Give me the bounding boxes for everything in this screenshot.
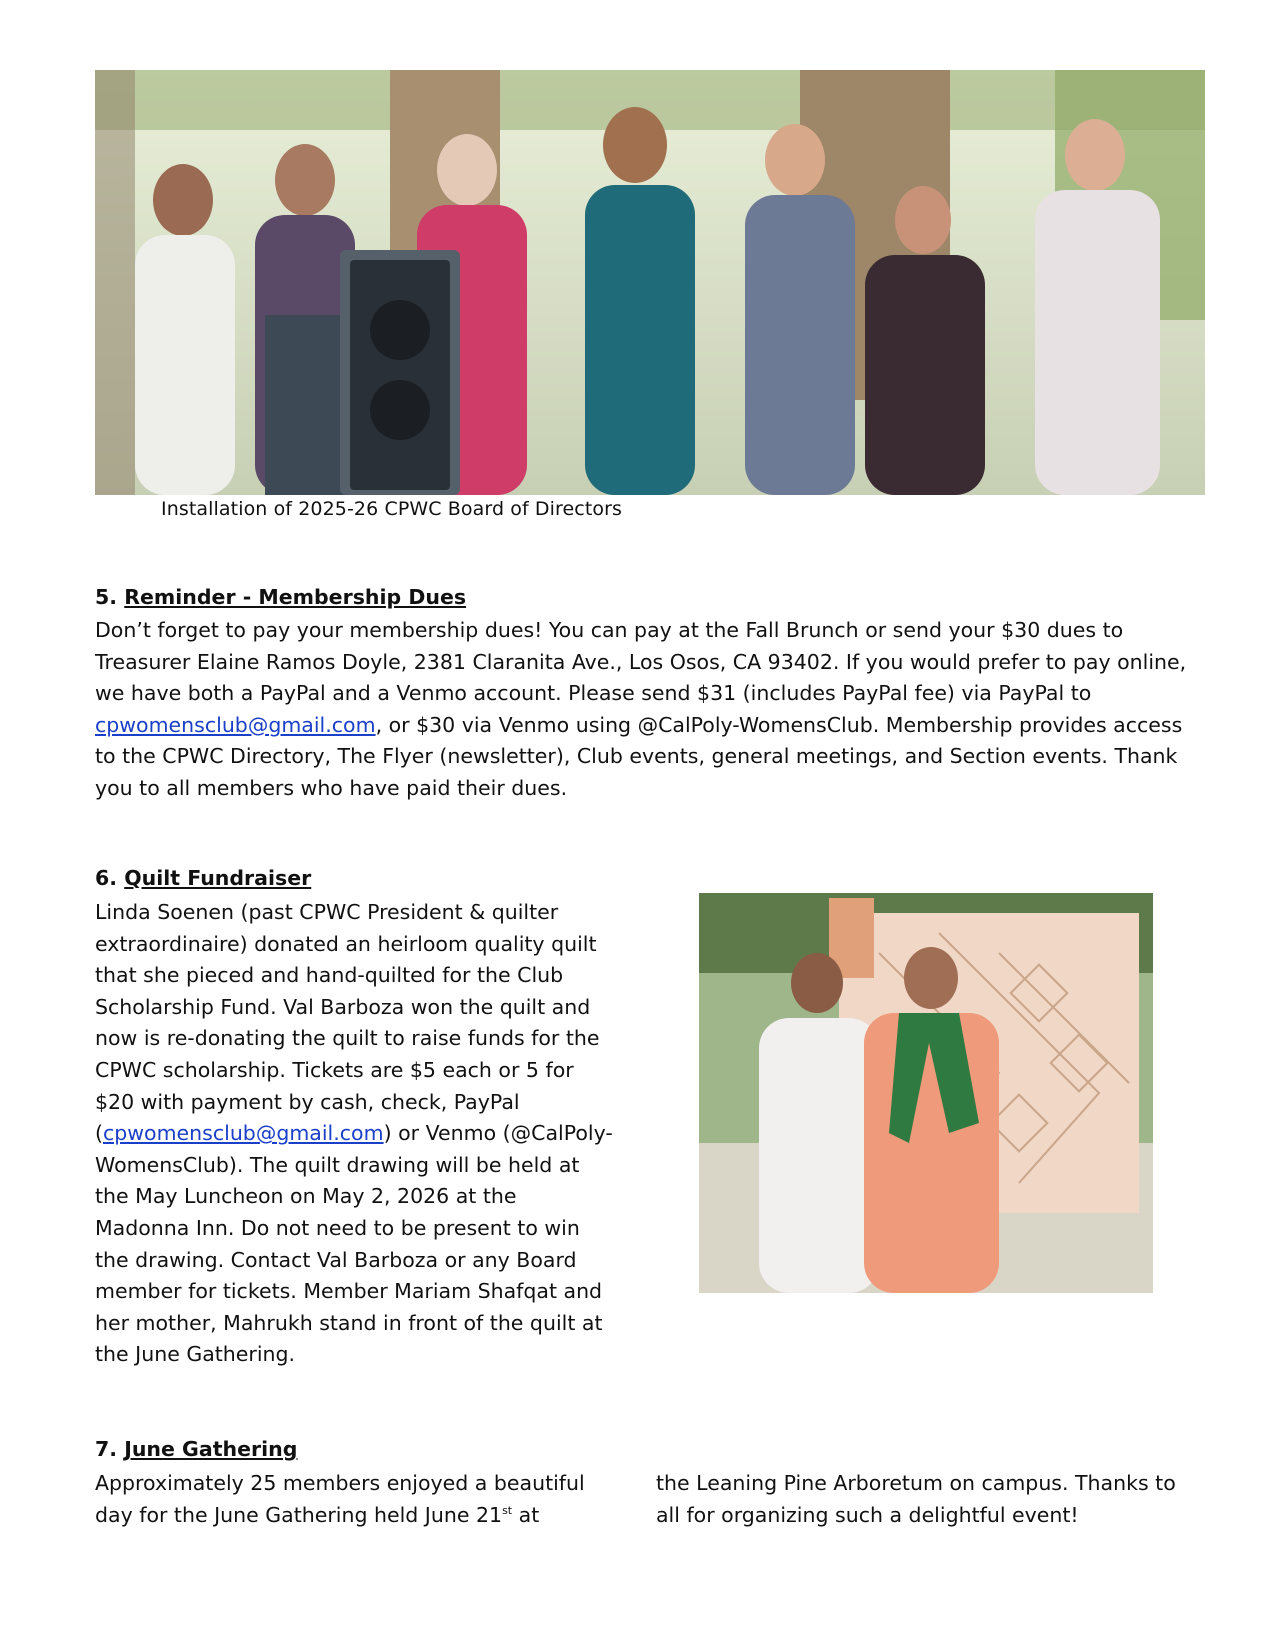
section-title: Reminder - Membership Dues (124, 585, 467, 609)
board-installation-photo (95, 70, 1205, 495)
email-link[interactable]: cpwomensclub@gmail.com (95, 712, 376, 737)
june-paragraph-right: the Leaning Pine Arboretum on campus. Thanks to all for organizing such a delightful event! (656, 1471, 1176, 1527)
section-heading-quilt (95, 866, 311, 890)
quilt-paragraph (95, 897, 615, 1371)
section-number: 5. (95, 585, 118, 609)
section-heading-dues (95, 585, 466, 609)
photo-caption: Installation of 2025-26 CPWC Board of Directors (161, 498, 623, 520)
june-left-text: Approximately 25 members enjoyed a beautiful day for the June Gathering held June 21 (95, 1471, 585, 1527)
section-title: Quilt Fundraiser (124, 866, 312, 890)
section-title: June Gathering (124, 1437, 298, 1461)
dues-text-part2: , or $30 via Venmo using @CalPoly-WomensClub. Membership provides access to the CPWC Directory, The Flyer (newsletter), Club events, general meetings, and Section events. Thank you to all members who have paid their dues. (95, 712, 1183, 800)
section-number: 7. (95, 1437, 118, 1461)
june-paragraph-left (95, 1468, 615, 1531)
ordinal-suffix: st (502, 1503, 513, 1517)
quilt-text-part1: Linda Soenen (past CPWC President & quilter extraordinaire) donated an heirloom quality quilt that she pieced and hand-quilted for the Club Scholarship Fund. Val Barboza won the quilt and now is re-donating the quilt to raise funds for the CPWC scholarship. Tickets are $5 each or 5 for $20 with payment by cash, check, PayPal ( (95, 900, 600, 1146)
quilt-text-part2: ) or Venmo (@CalPoly-WomensClub). The quilt drawing will be held at the May Luncheon on May 2, 2026 at the Madonna Inn. Do not need to be present to win the drawing. Contact Val Barboza or any Board member for tickets. Member Mariam Shafqat and her mother, Mahrukh stand in front of the quilt at the June Gathering. (95, 1121, 613, 1367)
june-left-tail: at (512, 1502, 540, 1527)
quilt-photo (699, 893, 1153, 1293)
section-heading-june (95, 1437, 297, 1461)
dues-text-part1: Don’t forget to pay your membership dues! You can pay at the Fall Brunch or send your $30 dues to Treasurer Elaine Ramos Doyle, 2381 Claranita Ave., Los Osos, CA 93402. If you would prefer to pay online, we have both a PayPal and a Venmo account. Please send $31 (includes PayPal fee) via PayPal to (95, 618, 1187, 706)
dues-paragraph (95, 615, 1205, 805)
email-link[interactable]: cpwomensclub@gmail.com (103, 1121, 384, 1146)
section-number: 6. (95, 866, 118, 890)
